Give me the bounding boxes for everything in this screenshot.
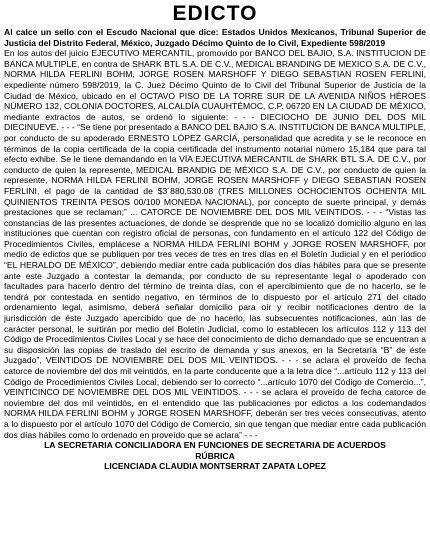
edict-body-text: En los autos del juicio EJECUTIVO MERCANTIL, promovido por BANCO DEL BAJIO, S.A. INSTITUCION DE BANCA MULTIPLE, en contra de SHARK BTL S.A. DE C.V., MEDICAL BRANDING DE MEXICO S.A. DE C.V., NORMA HILDA FERLINI BOHM, JORGE ROSEN MARSHOFF Y DIEGO SEBASTIAN ROSEN FERLINI, expediente número 598/2019, la C. Juez Décimo Quinto de lo Civil del Tribunal Superior de Justicia de la Ciudad de México, ubicado en el OCTAVO PISO DE LA TORRE SUR DE LA AVENIDA NIÑOS HÉROES NÚMERO 132, COLONIA DOCTORES, ALCALDÍA CUAUHTÉMOC, C.P. 06720 EN LA CIUDAD DE MÉXICO, mediante extractos de autos, se ordenó lo siguiente: - - - DIECIOCHO DE JUNIO DEL DOS MIL DIECINUEVE. - - - “Se tiene por presentado a BANCO DEL BAJIO S.A. INSTITUCION DE BANCA MULTIPLE, por conducto de su apoderado ERNESTO LÓPEZ GARCÍA, personalidad que acredita y se le reconoce en términos de la copia certificada de la copia certificada del instrumento notarial número 15,184 que para tal efecto exhibe. Se le tiene demandando en la VÍA EJECUTIVA MERCANTIL de SHARK BTL S.A. DE C.V., por conducto de quien la represente, MEDICAL BRANDIG DE MÉXICO S.A. DE C.V., por conducto de quien la represente, NORMA HILDA FERLINI BOHM, JORGE ROSEN MARSHOFF y DIEGO SEBASTIAN ROSEN FERLINI, el pago de la cantidad de $3´880,530.08 (TRES MILLONES OCHOCIENTOS OCHENTA MIL QUINIENTOS TREINTA PESOS 00/100 MONEDA NACIONAL), por concepto de suerte principal, y demás prestaciones que se reclaman;” ... CATORCE DE NOVIEMBRE DEL DOS MIL VEINTIDOS. - - - “Vistas las constancias de las presentes actuaciones, de donde se desprende que no se localizó domicilio alguno en las instituciones que cuentan con registro oficial de personas, con fundamento en el artículo 122 del Código de Procedimientos Civiles, emplácese a NORMA HILDA FERLINI BOHM y JORGE ROSEN MARSHOFF, por medio de edictos que se publiquen por tres veces de tres en tres días en el Boletín Judicial y en el periódico “EL HERALDO DE MÉXICO”, debiendo mediar entre cada publicación dos días hábiles para que se presente ante este Juzgado a contestar la demanda, por conducto de su representante legal o apoderado con facultades para hacerlo dentro del término de treinta días, con el apercibimiento que de no hacerlo, se le tendrá por contestada en sentido negativo, en términos de lo dispuesto por el artículo 271 del citado ordenamiento legal, asimismo, deberá señalar domicilio para oír y recibir notificaciones dentro de la jurisdicción de éste Juzgado apercibido que de no hacerlo, las subsecuentes notificaciones, aún las de carácter personal, le surtirán por medio del Boletín Judicial, como lo establecen los artículos 112 y 113 del Código de Procedimientos Civiles Local y se hace del conocimiento de dicho demandado que se encuentran a su disposición las copias de traslado del escrito de demanda y sus anexos, en la Secretaría “B” de éste Juzgado”, VEINTIDOS DE NOVIEMBRE DEL DOS MIL VEINTIDOS. - - - se aclara el proveído de fecha catorce de noviembre del dos mil veintidós, en la parte conducente que a la letra dice “...artículo 112 y 113 del Código de Procedimientos Civiles Local, debiendo ser lo correcto “...artículo 1070 del Código de Comercio...”, VEINTICINCO DE NOVIEMBRE DEL DOS MIL VEINTIDOS. - - - se aclara el proveído de fecha catorce de noviembre del dos mil veintidós, en el entendido que las publicaciones por edictos a los codemandados NORMA HILDA FERLINI BOHM y JORGE ROSEN MARSHOFF, deberán ser tres veces consecutivas, atento a lo dispuesto por el artículo 1070 del Código de Comercio, sin que tengan que mediar entre cada publicación dos días hábiles como lo ordenado en proveído que se aclara” - - - — [4, 48, 426, 440]
edict-seal-heading: Al calce un sello con el Escudo Nacional que dice: Estados Unidos Mexicanos, Tribunal Superior de Justicia del Distrito Federal, México, Juzgado Décimo Quinto de lo Civil, Expediente 598/2019 — [4, 27, 426, 48]
signature-rubrica: RÚBRICA — [195, 450, 235, 461]
signature-position: LA SECRETARIA CONCILIADORA EN FUNCIONES DE SECRETARIA DE ACUERDOS — [44, 440, 386, 451]
edict-title: EDICTO — [172, 2, 258, 25]
signature-name: LICENCIADA CLAUDIA MONTSERRAT ZAPATA LOPEZ — [104, 461, 326, 472]
